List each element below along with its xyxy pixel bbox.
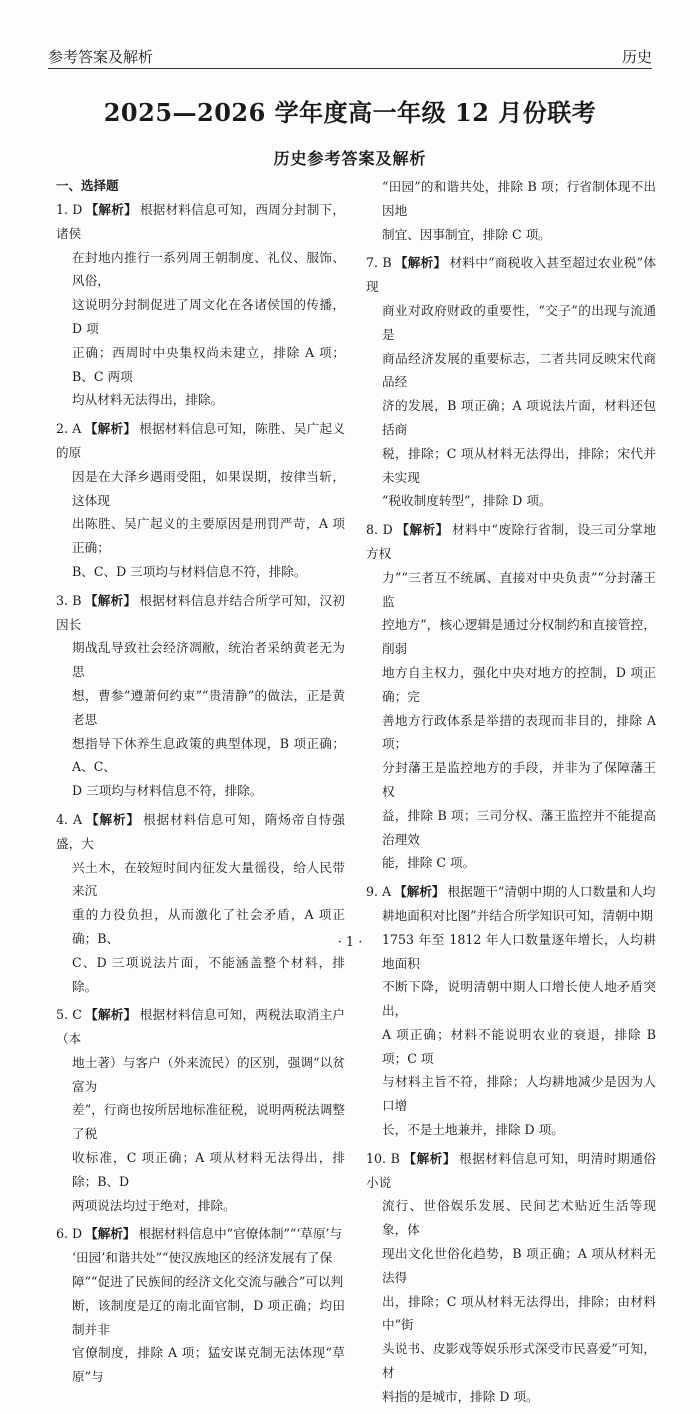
header-subject-label: 历史 bbox=[621, 48, 652, 66]
answer-line: 地方自主权力，强化中央对地方的控制，D 项正确；完 bbox=[382, 664, 656, 704]
answer-item bbox=[366, 1147, 656, 1409]
answer-line: A 项正确；材料不能说明农业的衰退，排除 B 项；C 项 bbox=[382, 1026, 656, 1066]
answer-text: 根据材料信息可知，西周分封制下，诸侯 bbox=[56, 202, 346, 241]
answer-line: 力”“三者互不统属、直接对中央负责”“分封藩王监 bbox=[382, 569, 656, 609]
answer-line: ‘田园’和谐共处”“使汉族地区的经济发展有了保 bbox=[72, 1250, 333, 1266]
answer-line: “税收制度转型”，排除 D 项。 bbox=[382, 493, 552, 509]
answer-text: 材料中“商税收入甚至超过农业税”体现 bbox=[366, 255, 656, 295]
answer-line: 不断下降，说明清朝中期人口增长使人地矛盾突出， bbox=[382, 979, 656, 1019]
answer-number: 6. D bbox=[56, 1226, 83, 1242]
left-column bbox=[56, 198, 345, 1394]
page-title: 2025—2026 学年度高一年级 12 月份联考 bbox=[103, 98, 597, 127]
analysis-tag: 【解析】 bbox=[84, 592, 137, 608]
answer-item bbox=[56, 417, 345, 584]
answer-first-line bbox=[366, 1147, 656, 1195]
answer-text: 根据材料信息中“官僚体制”“‘草原’与 bbox=[138, 1226, 343, 1242]
answer-number: 7. B bbox=[366, 255, 392, 271]
answer-line: 流行、世俗娱乐发展、民间艺术贴近生活等现象，体 bbox=[382, 1198, 656, 1238]
section-heading: 一、选择题 bbox=[56, 178, 119, 193]
answer-line: 收标准，C 项正确；A 项从材料无法得出，排除；B、D bbox=[72, 1150, 345, 1189]
answer-number: 9. A bbox=[366, 884, 392, 900]
answer-line: 在封地内推行一系列周王朝制度、礼仪、服饰、风俗， bbox=[72, 249, 345, 289]
answer-line: 因是在大泽乡遇雨受阻，如果误期，按律当斩，这体现 bbox=[72, 468, 345, 508]
answer-line: 均从材料无法得出，排除。 bbox=[72, 392, 224, 408]
answer-number: 8. D bbox=[366, 522, 393, 538]
answer-number: 5. C bbox=[56, 1007, 82, 1023]
answer-line: 料指的是城市，排除 D 项。 bbox=[382, 1388, 539, 1404]
answer-text: 根据材料信息可知，陈胜、吴广起义的原 bbox=[56, 421, 346, 460]
answer-text: 根据材料信息可知，明清时期通俗小说 bbox=[366, 1150, 656, 1190]
answer-first-line bbox=[56, 589, 345, 637]
answer-item bbox=[366, 880, 656, 1142]
answer-first-line bbox=[56, 808, 345, 856]
answer-line: 正确；西周时中央集权尚未建立，排除 A 项；B、C 两项 bbox=[72, 344, 345, 384]
answer-line: 制宜、因事制宜，排除 C 项。 bbox=[382, 226, 551, 242]
answer-line: 断，该制度是辽的南北面官制，D 项正确；均田制并非 bbox=[72, 1297, 345, 1337]
answer-line: 耕地面积对比图”并结合所学知识可知，清朝中期 bbox=[382, 907, 653, 923]
answer-line: 官僚制度，排除 A 项；猛安谋克制无法体现“草原”与 bbox=[72, 1345, 345, 1385]
answer-line: 出陈胜、吴广起义的主要原因是刑罚严苛，A 项正确； bbox=[72, 516, 345, 556]
answer-line: B、C、D 三项均与材料信息不符，排除。 bbox=[72, 563, 307, 579]
answer-line: 想，曹参“遵萧何约束”“贵清静”的做法，正是黄老思 bbox=[72, 687, 345, 727]
answer-item bbox=[56, 1222, 345, 1389]
answer-first-line bbox=[366, 880, 656, 904]
answer-text: 根据材料信息可知，隋炀帝自恃强盛，大 bbox=[56, 811, 345, 851]
answer-line: 现出文化世俗化趋势，B 项正确；A 项从材料无法得 bbox=[382, 1246, 656, 1285]
answer-line: 想指导下休养生息政策的典型体现，B 项正确；A、C、 bbox=[72, 735, 345, 775]
answer-line: 与材料主旨不符，排除；人均耕地减少是因为人口增 bbox=[382, 1074, 656, 1114]
answer-first-line bbox=[56, 1003, 345, 1051]
answer-line: 能，排除 C 项。 bbox=[382, 855, 476, 871]
header-left-label: 参考答案及解析 bbox=[48, 48, 154, 66]
answer-line: 障”“促进了民族间的经济文化交流与融合”可以判 bbox=[72, 1274, 344, 1290]
answer-line: 兴土木，在较短时间内征发大量徭役，给人民带来沉 bbox=[72, 859, 345, 899]
answer-text: 材料中“废除行省制，设三司分掌地方权 bbox=[366, 522, 656, 561]
answer-line: 控地方”，核心逻辑是通过分权制约和直接管控，削弱 bbox=[382, 617, 656, 657]
answer-line: 商业对政府财政的重要性，“交子”的出现与流通是 bbox=[382, 302, 656, 342]
answer-item bbox=[366, 518, 656, 875]
analysis-tag: 【解析】 bbox=[402, 1150, 457, 1166]
page-header bbox=[48, 38, 652, 69]
answer-line: C、D 三项说法片面，不能涵盖整个材料，排除。 bbox=[72, 954, 345, 994]
answer-line: 这说明分封制促进了周文化在各诸侯国的传播，D 项 bbox=[72, 297, 345, 336]
answer-line: 出，排除；C 项从材料无法得出，排除；由材料中“街 bbox=[382, 1293, 656, 1333]
analysis-tag: 【解析】 bbox=[85, 811, 141, 827]
answer-number: 10. B bbox=[366, 1150, 400, 1166]
analysis-tag: 【解析】 bbox=[85, 202, 137, 217]
answer-line: 两项说法均过于绝对，排除。 bbox=[72, 1197, 236, 1213]
answer-first-line bbox=[56, 198, 345, 246]
answer-item bbox=[56, 1003, 345, 1217]
answer-number: 3. B bbox=[56, 592, 82, 608]
page-number: · 1 · bbox=[337, 935, 363, 950]
continued-answer bbox=[366, 175, 656, 246]
answer-line: 头说书、皮影戏等娱乐形式深受市民喜爱”可知，材 bbox=[382, 1341, 656, 1381]
analysis-tag: 【解析】 bbox=[395, 522, 449, 538]
answer-line: 济的发展，B 项正确；A 项说法片面，材料还包括商 bbox=[382, 398, 656, 437]
analysis-tag: 【解析】 bbox=[394, 255, 447, 271]
answer-line: D 三项均与材料信息不符，排除。 bbox=[72, 783, 263, 799]
answer-text: 根据题干“清朝中期的人口数量和人均 bbox=[447, 884, 656, 900]
answer-first-line bbox=[366, 518, 656, 566]
answer-line: 地土著）与客户（外来流民）的区别，强调“以贫富为 bbox=[72, 1054, 345, 1094]
answer-line: 益，排除 B 项；三司分权、藩王监控并不能提高治理效 bbox=[382, 807, 656, 847]
analysis-tag: 【解析】 bbox=[84, 1007, 137, 1023]
page-subtitle: 历史参考答案及解析 bbox=[273, 149, 427, 168]
analysis-tag: 【解析】 bbox=[394, 884, 445, 900]
answer-item bbox=[366, 251, 656, 513]
answer-first-line bbox=[56, 1222, 345, 1246]
answer-first-line bbox=[366, 251, 656, 299]
answer-item bbox=[56, 198, 345, 412]
answer-line: 期战乱导致社会经济凋敝，统治者采纳黄老无为思 bbox=[72, 640, 345, 680]
answer-line: 税，排除；C 项从材料无法得出，排除；宋代并未实现 bbox=[382, 445, 656, 485]
answer-text: 根据材料信息并结合所学可知，汉初因长 bbox=[56, 592, 346, 632]
answer-line: 商品经济发展的重要标志，二者共同反映宋代商品经 bbox=[382, 350, 656, 390]
right-column bbox=[366, 175, 656, 1414]
answer-item bbox=[56, 589, 345, 803]
answer-number: 2. A bbox=[56, 421, 82, 437]
answer-first-line bbox=[56, 417, 345, 465]
answer-line: 长，不是土地兼并，排除 D 项。 bbox=[382, 1122, 564, 1138]
answer-text: 根据材料信息可知，两税法取消主户（本 bbox=[56, 1007, 346, 1047]
answer-number: 4. A bbox=[56, 811, 83, 827]
answer-line: 1753 年至 1812 年人口数量逐年增长，人均耕地面积 bbox=[382, 931, 656, 971]
answer-number: 1. D bbox=[56, 202, 83, 217]
answer-line: 差”，行商也按所居地标准征税，说明两税法调整了税 bbox=[72, 1102, 345, 1142]
analysis-tag: 【解析】 bbox=[84, 421, 137, 437]
answer-item bbox=[56, 808, 345, 998]
analysis-tag: 【解析】 bbox=[85, 1226, 136, 1242]
answer-line: 分封藩王是监控地方的手段，并非为了保障藩王权 bbox=[382, 760, 656, 799]
answer-line: “田园”的和谐共处，排除 B 项；行省制体现不出因地 bbox=[382, 179, 656, 218]
answer-line: 重的力役负担，从而激化了社会矛盾，A 项正确；B、 bbox=[72, 907, 345, 946]
answer-line: 善地方行政体系是举措的表现而非目的，排除 A 项； bbox=[382, 712, 656, 752]
